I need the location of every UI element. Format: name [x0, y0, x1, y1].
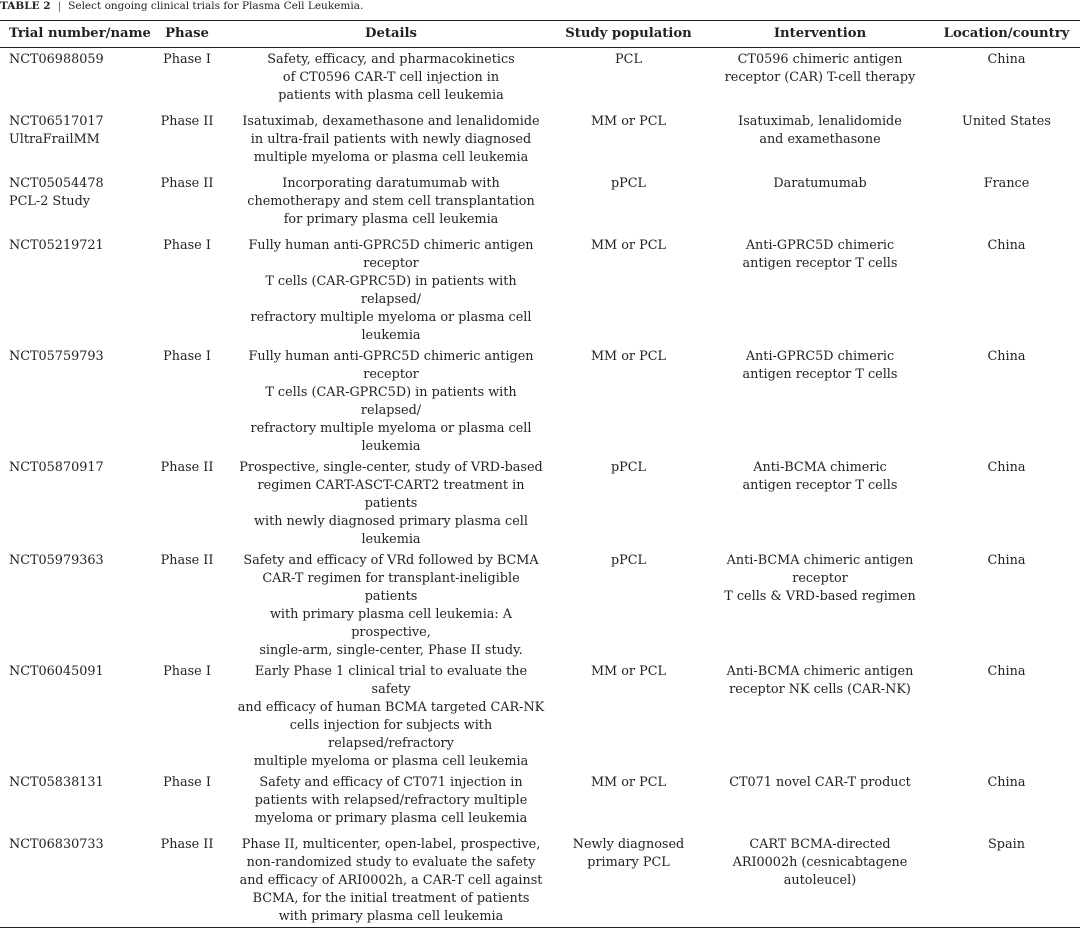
cell-intervention: CT0596 chimeric antigen receptor (CAR) T-cell therapy: [724, 52, 916, 85]
cell-location: China: [987, 774, 1026, 790]
table-row: [0, 549, 1080, 660]
cell-details: Safety, efficacy, and pharmacokinetics of CT0596 CAR-T cell injection in patients with plasma cell leukemia: [267, 52, 515, 103]
cell-location: China: [987, 663, 1026, 679]
cell-intervention: CT071 novel CAR-T product: [729, 774, 911, 790]
cell-phase: Phase I: [163, 663, 211, 679]
cell-study-population: MM or PCL: [590, 774, 667, 790]
cell-study-population: Newly diagnosed primary PCL: [550, 833, 707, 928]
cell-location: Spain: [933, 833, 1080, 928]
table-row: [0, 456, 1080, 549]
cell-trial-number: NCT05219721: [9, 237, 104, 253]
table-label: TABLE 2: [0, 0, 51, 12]
cell-location: United States: [962, 113, 1051, 129]
cell-study-population: PCL: [615, 52, 642, 67]
cell-trial-number: NCT05838131: [9, 774, 104, 790]
caption-text: Select ongoing clinical trials for Plasma Cell Leukemia.: [68, 0, 364, 12]
cell-details: Incorporating daratumumab with chemotherapy and stem cell transplantation for primary plasma cell leukemia: [247, 175, 535, 227]
cell-details: Prospective, single-center, study of VRD-based regimen CART-ASCT-CART2 treatment in patients with newly diagnosed primary plasma cell leukemia: [239, 459, 543, 547]
cell-intervention: Anti-BCMA chimeric antigen receptor T cells & VRD-based regimen: [724, 552, 916, 604]
cell-study-population: MM or PCL: [590, 663, 667, 679]
cell-study-population: pPCL: [610, 459, 647, 475]
cell-details: Early Phase 1 clinical trial to evaluate the safety and efficacy of human BCMA targeted CAR-NK cells injection for subjects with relapsed/refractory multiple myeloma or plasma cell leukemia: [237, 663, 545, 769]
cell-phase: Phase I: [163, 52, 211, 67]
table-row: [0, 110, 1080, 172]
table-row: [0, 771, 1080, 833]
table-caption: [0, 0, 363, 13]
cell-trial-number: NCT06830733: [0, 833, 142, 928]
cell-phase: Phase II: [160, 113, 214, 129]
header-intervention: Intervention: [707, 21, 933, 48]
header-location: Location/country: [933, 21, 1080, 48]
cell-study-population: pPCL: [610, 552, 647, 568]
header-study-population: Study population: [550, 21, 707, 48]
header-details: Details: [232, 21, 550, 48]
caption-separator: |: [57, 0, 62, 12]
table-row: [0, 172, 1080, 234]
cell-trial-number: NCT06045091: [9, 663, 104, 679]
cell-intervention: Anti-GPRC5D chimeric antigen receptor T cells: [742, 237, 898, 271]
cell-location: China: [987, 52, 1026, 67]
cell-phase: Phase II: [160, 552, 214, 568]
cell-study-population: MM or PCL: [590, 237, 667, 253]
cell-trial-number: NCT05979363: [9, 552, 104, 568]
cell-phase: Phase II: [160, 459, 214, 475]
cell-phase: Phase II: [142, 833, 232, 928]
table-row: [0, 660, 1080, 771]
cell-phase: Phase II: [160, 175, 214, 191]
table-row: [0, 48, 1080, 110]
cell-location: China: [987, 348, 1026, 364]
cell-trial-number: NCT05054478 PCL-2 Study: [9, 175, 104, 209]
cell-details: Fully human anti-GPRC5D chimeric antigen receptor T cells (CAR-GPRC5D) in patients with relapsed/ refractory multiple myeloma or plasma cell leukemia: [248, 348, 534, 454]
cell-details: Safety and efficacy of CT071 injection in patients with relapsed/refractory multiple myeloma or primary plasma cell leukemia: [254, 774, 528, 826]
cell-study-population: MM or PCL: [590, 113, 667, 129]
cell-location: China: [987, 237, 1026, 253]
cell-trial-number: NCT06517017 UltraFrailMM: [9, 113, 104, 147]
cell-phase: Phase I: [163, 237, 211, 253]
cell-trial-number: NCT06988059: [9, 52, 104, 67]
cell-details: Safety and efficacy of VRd followed by BCMA CAR-T regimen for transplant-ineligible patients with primary plasma cell leukemia: A prospective, single-arm, single-center, Phase II study.: [243, 552, 539, 658]
cell-phase: Phase I: [163, 348, 211, 364]
table-row: [0, 345, 1080, 456]
cell-trial-number: NCT05870917: [9, 459, 104, 475]
cell-location: China: [987, 459, 1026, 475]
header-phase: Phase: [142, 21, 232, 48]
cell-details: Fully human anti-GPRC5D chimeric antigen receptor T cells (CAR-GPRC5D) in patients with relapsed/ refractory multiple myeloma or plasma cell leukemia: [248, 237, 534, 343]
cell-location: China: [987, 552, 1026, 568]
cell-intervention: Anti-GPRC5D chimeric antigen receptor T cells: [742, 348, 898, 382]
table-row: [0, 234, 1080, 345]
clinical-trials-table: [0, 20, 1080, 928]
cell-location: France: [983, 175, 1030, 191]
table-row: [0, 833, 1080, 928]
cell-trial-number: NCT05759793: [9, 348, 104, 364]
cell-intervention: CART BCMA-directed ARI0002h (cesnicabtagene autoleucel): [707, 833, 933, 928]
cell-details: Phase II, multicenter, open-label, prospective, non-randomized study to evaluate the safety and efficacy of ARI0002h, a CAR-T cell against BCMA, for the initial treatment of patients with primary plasma cell leukemia: [232, 833, 550, 928]
cell-study-population: pPCL: [610, 175, 647, 191]
cell-phase: Phase I: [163, 774, 211, 790]
cell-study-population: MM or PCL: [590, 348, 667, 364]
header-trial-number: Trial number/name: [0, 21, 142, 48]
cell-intervention: Anti-BCMA chimeric antigen receptor T cells: [742, 459, 898, 493]
cell-details: Isatuximab, dexamethasone and lenalidomide in ultra-frail patients with newly diagnosed multiple myeloma or plasma cell leukemia: [242, 113, 540, 165]
cell-intervention: Isatuximab, lenalidomide and examethasone: [738, 113, 902, 147]
table-header-row: [0, 21, 1080, 48]
cell-intervention: Anti-BCMA chimeric antigen receptor NK cells (CAR-NK): [726, 663, 914, 697]
cell-intervention: Daratumumab: [773, 175, 867, 191]
